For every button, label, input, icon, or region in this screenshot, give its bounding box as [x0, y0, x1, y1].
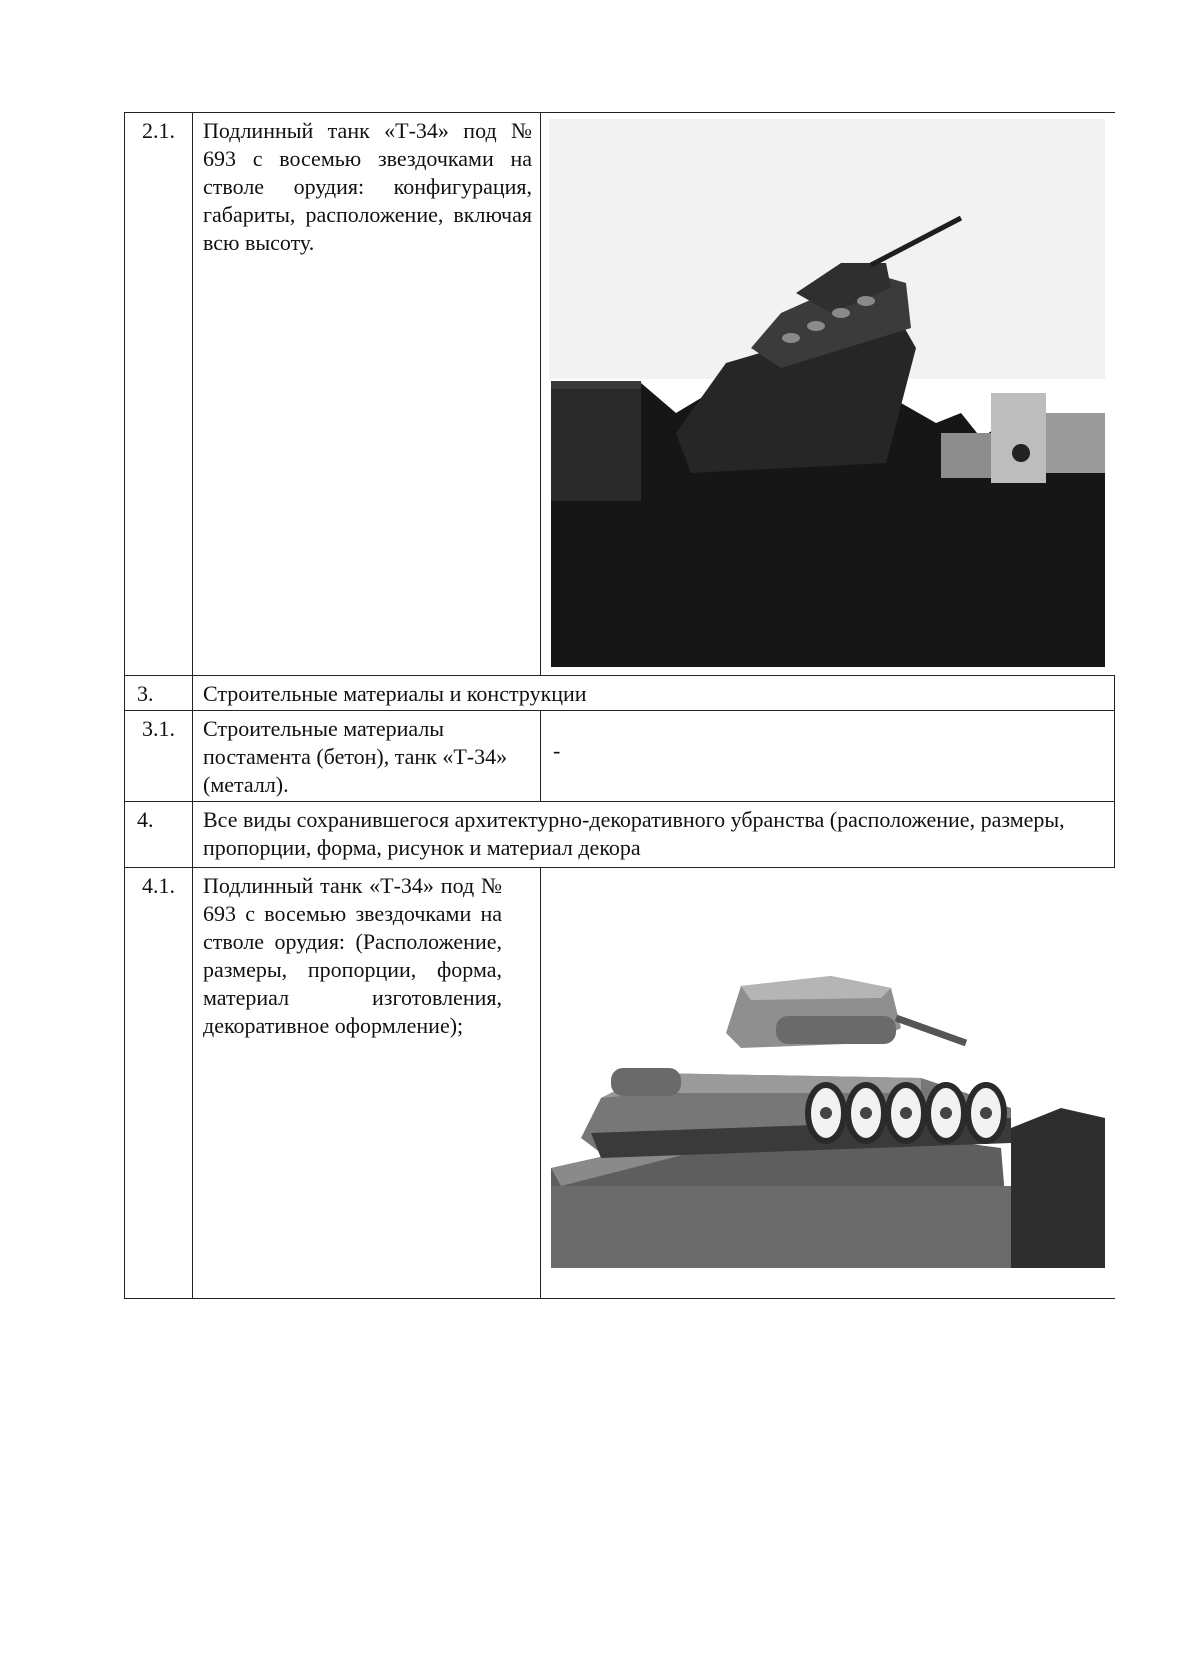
row-number: 3.1. — [125, 711, 193, 802]
table-row — [125, 802, 1115, 868]
table-row — [125, 113, 1115, 676]
row-number: 3. — [125, 676, 193, 711]
table-row — [125, 711, 1115, 802]
row-description: Подлинный танк «Т-34» под № 693 с восемью звездочками на стволе орудия: (Расположение, размеры, пропорции, форма, материал изготовления, декоративное оформление); — [193, 868, 541, 1299]
row-number: 4. — [125, 802, 193, 868]
heritage-items-table — [124, 112, 1115, 1299]
row-value: - — [553, 738, 561, 763]
tank-pedestal-photo — [541, 868, 1115, 1299]
table-row — [125, 676, 1115, 711]
row-number: 2.1. — [125, 113, 193, 676]
section-heading: Все виды сохранившегося архитектурно-декоративного убранства (расположение, размеры, пропорции, форма, рисунок и материал декора — [193, 802, 1115, 868]
section-heading: Строительные материалы и конструкции — [193, 676, 1115, 711]
row-description: Подлинный танк «Т-34» под № 693 с восемью звездочками на стволе орудия: конфигурация, габариты, расположение, включая всю высоту. — [193, 113, 541, 676]
row-number: 4.1. — [125, 868, 193, 1299]
tank-upward-view-image — [541, 113, 1115, 675]
table-row — [125, 868, 1115, 1299]
row-value-cell — [541, 711, 1115, 802]
tank-monument-photo — [541, 113, 1115, 676]
tank-side-view-image — [541, 868, 1115, 1298]
row-description: Строительные материалы постамента (бетон), танк «Т-34» (металл). — [193, 711, 541, 802]
